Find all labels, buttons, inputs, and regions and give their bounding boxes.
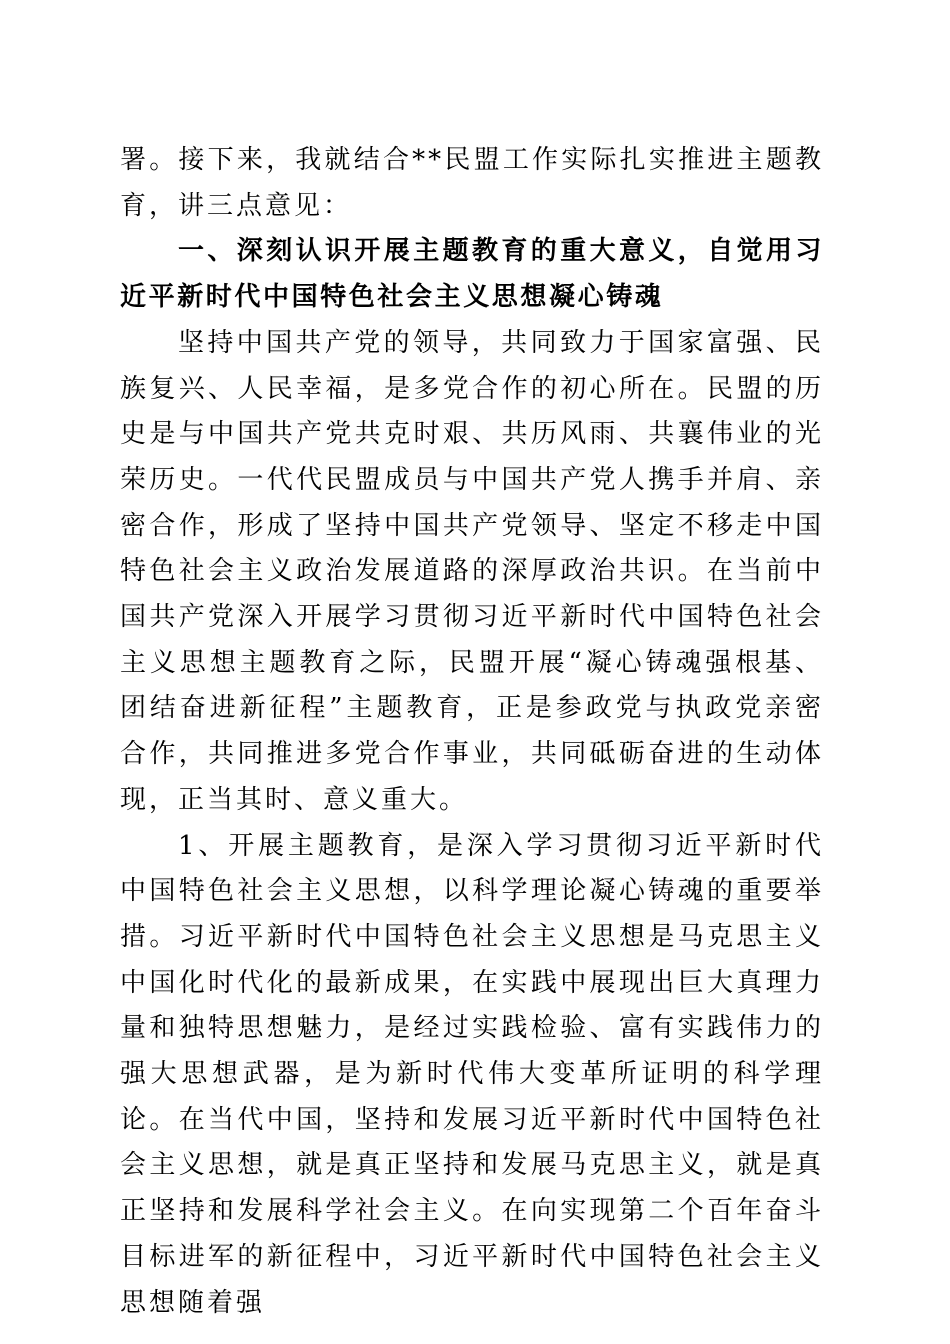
paragraph-body: 坚持中国共产党的领导，共同致力于国家富强、民族复兴、人民幸福，是多党合作的初心所在。民盟的历史是与中国共产党共克时艰、共历风雨、共襄伟业的光荣历史。一代代民盟成员与中国共产党人携手并肩、亲密合作，形成了坚持中国共产党领导、坚定不移走中国特色社会主义政治发展道路的深厚政治共识。在当前中国共产党深入开展学习贯彻习近平新时代中国特色社会主义思想主题教育之际，民盟开展“凝心铸魂强根基、团结奋进新征程”主题教育，正是参政党与执政党亲密合作，共同推进多党合作事业，共同砥砺奋进的生动体现，正当其时、意义重大。 — [120, 327, 824, 815]
section-heading: 一、深刻认识开展主题教育的重大意义，自觉用习近平新时代中国特色社会主义思想凝心铸魂 — [120, 236, 824, 313]
document-body — [120, 138, 824, 1326]
paragraph-point-1: 1、开展主题教育，是深入学习贯彻习近平新时代中国特色社会主义思想，以科学理论凝心铸魂的重要举措。习近平新时代中国特色社会主义思想是马克思主义中国化时代化的最新成果，在实践中展现出巨大真理力量和独特思想魅力，是经过实践检验、富有实践伟力的强大思想武器，是为新时代伟大变革所证明的科学理论。在当代中国，坚持和发展习近平新时代中国特色社会主义思想，就是真正坚持和发展马克思主义，就是真正坚持和发展科学社会主义。在向实现第二个百年奋斗目标进军的新征程中，习近平新时代中国特色社会主义思想随着强 — [120, 830, 824, 1318]
paragraph-continuation: 署。接下来，我就结合**民盟工作实际扎实推进主题教育，讲三点意见： — [120, 145, 824, 221]
